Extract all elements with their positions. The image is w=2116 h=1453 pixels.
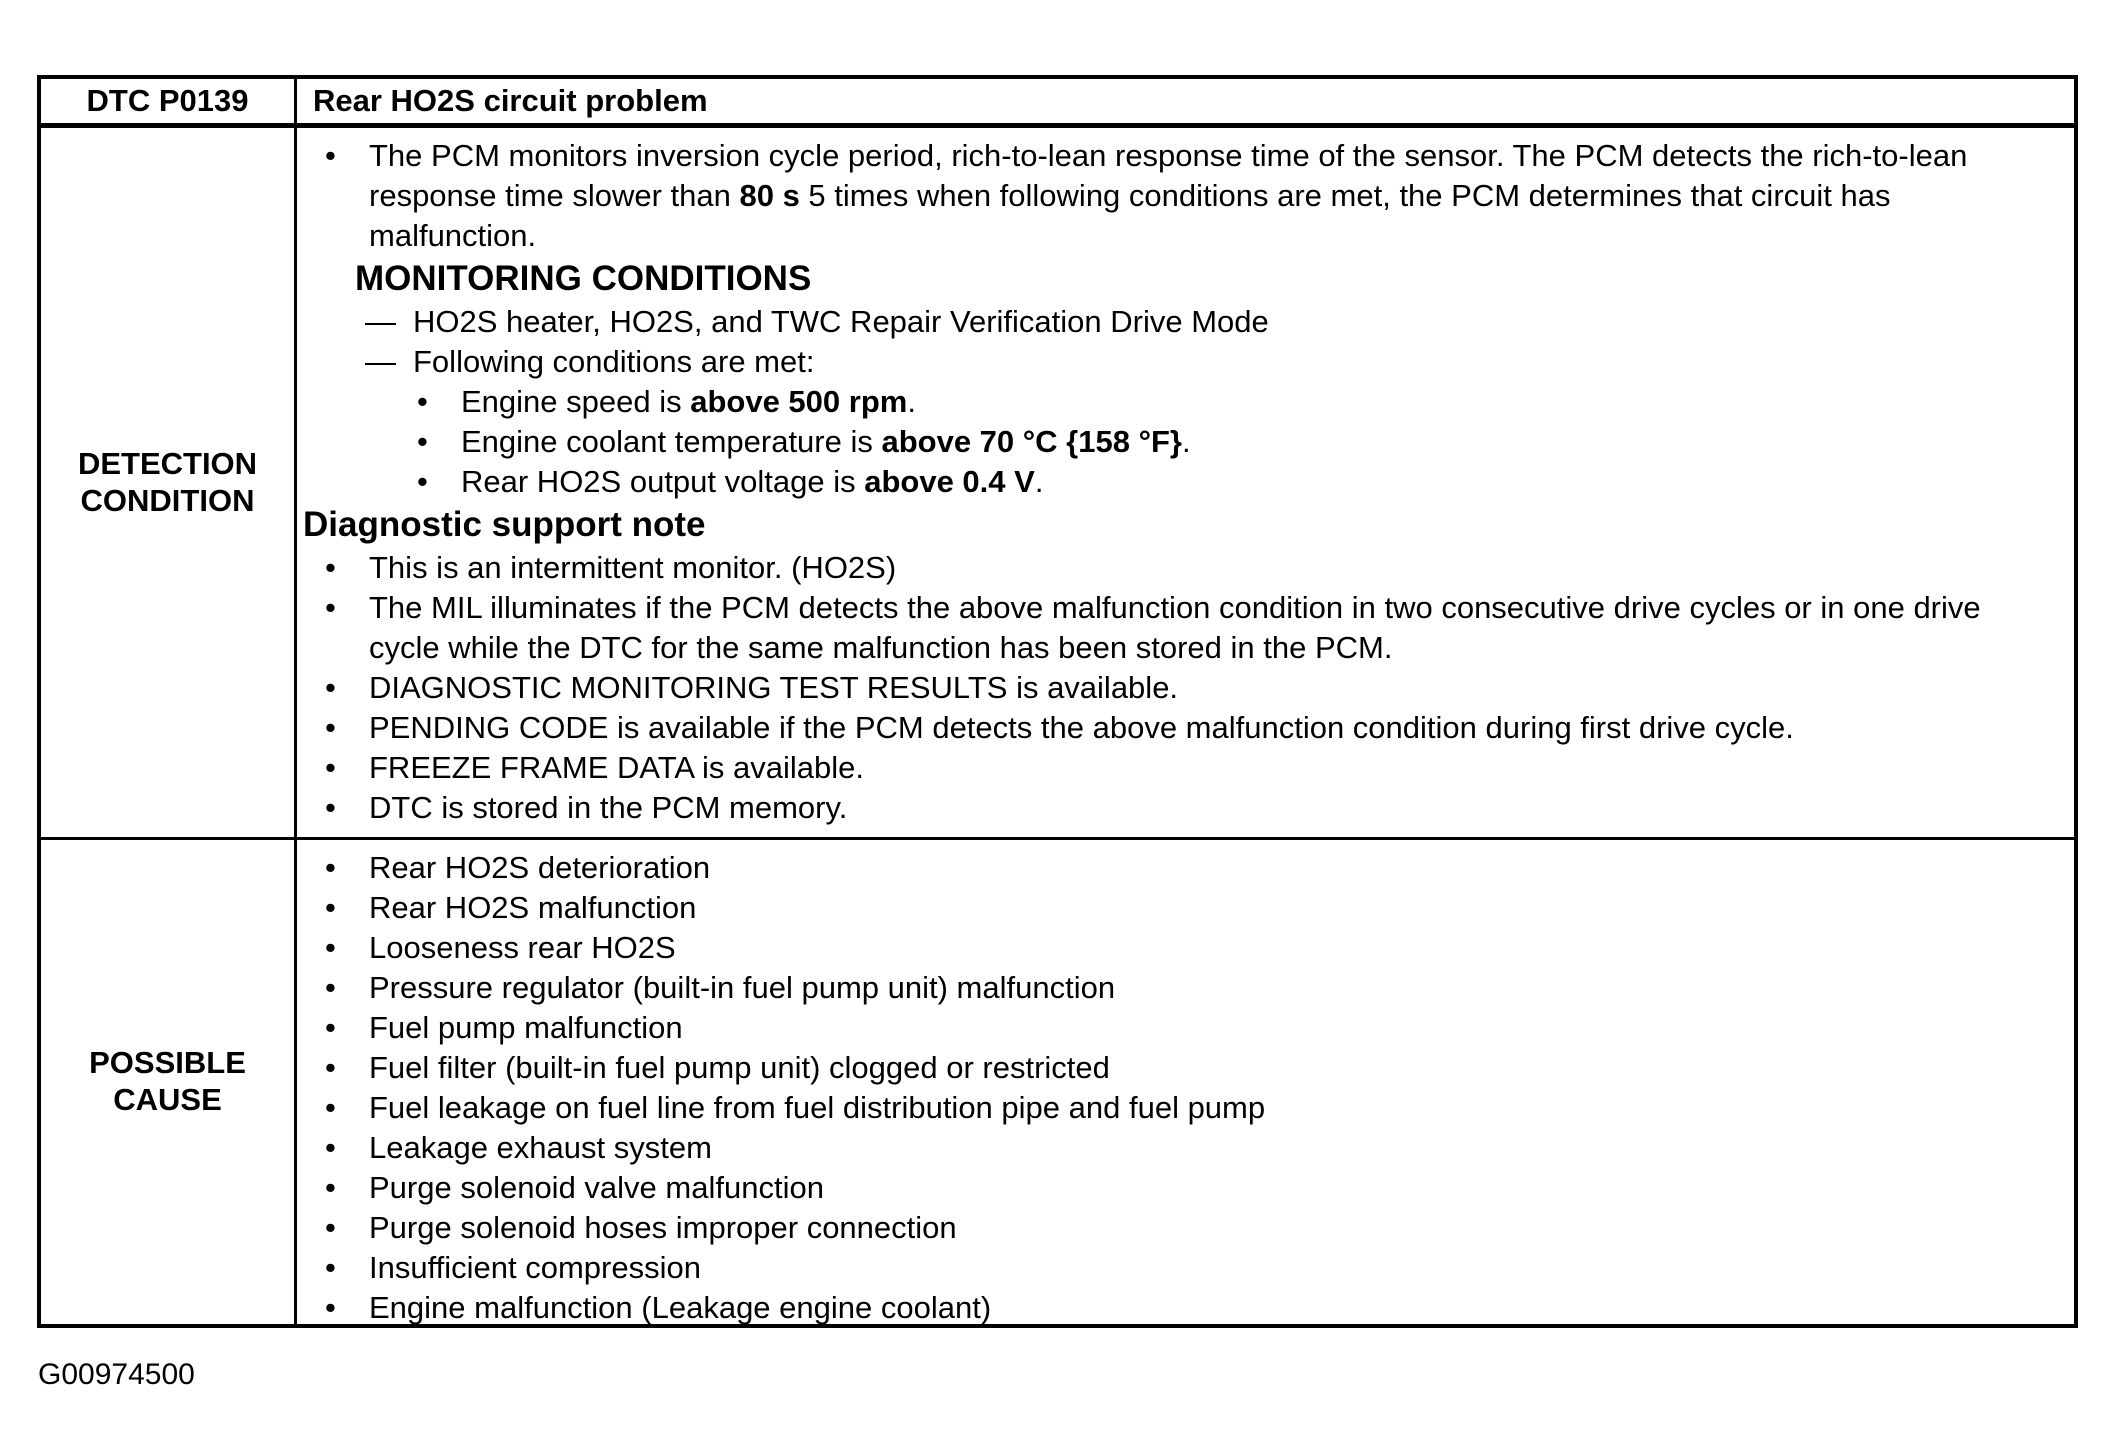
detection-condition-content [297, 128, 2074, 837]
text-run: MONITORING CONDITIONS [355, 259, 812, 298]
bullet-item [301, 788, 2058, 828]
bullet-item [301, 382, 2058, 422]
bullet-item [301, 136, 2058, 256]
item-text [369, 1008, 2019, 1048]
bullet-item [301, 1128, 2058, 1168]
bullet-item [301, 1088, 2058, 1128]
bullet-marker: • [325, 970, 336, 1005]
text-run: Rear HO2S malfunction [369, 890, 697, 925]
possible-cause-label: POSSIBLE CAUSE [41, 840, 297, 1324]
text-run: HO2S heater, HO2S, and TWC Repair Verification Drive Mode [413, 304, 1269, 339]
text-run: This is an intermittent monitor. (HO2S) [369, 550, 897, 585]
item-text [369, 1128, 2019, 1168]
section-heading [301, 256, 2058, 302]
bullet-marker: • [325, 710, 336, 745]
bullet-marker: • [325, 1010, 336, 1045]
bullet-item [301, 1248, 2058, 1288]
dash-item [301, 342, 2058, 382]
bullet-marker: • [417, 384, 428, 419]
bullet-marker: • [325, 1250, 336, 1285]
item-text [369, 1248, 2019, 1288]
text-run: Fuel leakage on fuel line from fuel distribution pipe and fuel pump [369, 1090, 1266, 1125]
item-text [369, 1208, 2019, 1248]
bullet-marker: • [325, 1050, 336, 1085]
bullet-marker: • [325, 750, 336, 785]
bullet-item [301, 928, 2058, 968]
bullet-marker: • [325, 790, 336, 825]
bullet-item [301, 1288, 2058, 1328]
item-text [369, 968, 2019, 1008]
item-text [369, 888, 2019, 928]
bullet-marker: • [325, 1170, 336, 1205]
figure-id-caption: G00974500 [38, 1358, 195, 1391]
bullet-item [301, 1168, 2058, 1208]
dtc-table [37, 75, 2078, 1328]
bullet-marker: • [325, 890, 336, 925]
text-run: . [1034, 464, 1044, 499]
text-run: . [907, 384, 916, 419]
bold-text-run: 80 s [739, 178, 800, 213]
item-text [461, 382, 2058, 422]
bullet-marker: • [417, 424, 428, 459]
dtc-title-cell: Rear HO2S circuit problem [313, 83, 708, 118]
item-text [369, 788, 2019, 828]
bullet-item [301, 1048, 2058, 1088]
bullet-marker: • [417, 464, 428, 499]
text-run: Leakage exhaust system [369, 1130, 712, 1165]
detection-condition-label: DETECTION CONDITION [41, 128, 297, 837]
bold-text-run: above 0.4 V [864, 464, 1035, 499]
detection-condition-row [41, 128, 2074, 840]
bullet-marker: • [325, 1210, 336, 1245]
bullet-marker: • [325, 1090, 336, 1125]
bullet-marker: • [325, 590, 336, 625]
text-run: Fuel pump malfunction [369, 1010, 683, 1045]
bullet-item [301, 888, 2058, 928]
text-run: Diagnostic support note [303, 505, 706, 544]
table-header-row [41, 79, 2074, 128]
text-run: Pressure regulator (built-in fuel pump unit) malfunction [369, 970, 1116, 1005]
item-text [369, 136, 2019, 256]
bullet-item [301, 588, 2058, 668]
bullet-item [301, 968, 2058, 1008]
possible-cause-row [41, 840, 2074, 1324]
text-run: Engine malfunction (Leakage engine coolant) [369, 1290, 992, 1325]
dash-marker: — [365, 344, 396, 379]
text-run: Fuel filter (built-in fuel pump unit) clogged or restricted [369, 1050, 1110, 1085]
text-run: PENDING CODE is available if the PCM detects the above malfunction condition during first drive cycle. [369, 710, 1794, 745]
item-text [413, 302, 2058, 342]
item-text [413, 342, 2058, 382]
text-run: Rear HO2S output voltage is [461, 464, 865, 499]
text-run: Engine speed is [461, 384, 691, 419]
bullet-marker: • [325, 670, 336, 705]
bullet-marker: • [325, 1290, 336, 1325]
text-run: Insufficient compression [369, 1250, 701, 1285]
item-text [369, 1088, 2019, 1128]
item-text [369, 748, 2019, 788]
item-text [369, 708, 2019, 748]
item-text [369, 1048, 2019, 1088]
item-text [461, 422, 2058, 462]
item-text [369, 1288, 2019, 1328]
bullet-item [301, 462, 2058, 502]
text-run: Engine coolant temperature is [461, 424, 882, 459]
bullet-item [301, 422, 2058, 462]
item-text [369, 848, 2019, 888]
text-run: FREEZE FRAME DATA is available. [369, 750, 864, 785]
text-run: DTC is stored in the PCM memory. [369, 790, 848, 825]
text-run: The MIL illuminates if the PCM detects the above malfunction condition in two consecutive drive cycles or in one drive cycle while the DTC for the same malfunction has been stored in the PCM. [369, 590, 1981, 665]
dtc-code-cell: DTC P0139 [41, 79, 297, 123]
dash-item [301, 302, 2058, 342]
bullet-item [301, 708, 2058, 748]
item-text [369, 548, 2019, 588]
item-text [369, 668, 2019, 708]
item-text [369, 588, 2019, 668]
item-text [369, 1168, 2019, 1208]
bullet-item [301, 848, 2058, 888]
possible-cause-content [297, 840, 2074, 1324]
section-heading [301, 502, 2058, 548]
bullet-item [301, 668, 2058, 708]
text-run: Purge solenoid valve malfunction [369, 1170, 824, 1205]
text-run: Following conditions are met: [413, 344, 815, 379]
bullet-marker: • [325, 550, 336, 585]
text-run: The PCM monitors inversion cycle period, rich-to-lean response time of the sensor. The PCM detects the rich-to-lean response time slower than [369, 138, 1968, 213]
bullet-item [301, 1008, 2058, 1048]
text-run: 5 times when following conditions are met, the PCM determines that circuit has malfunction. [369, 178, 1891, 253]
bullet-item [301, 548, 2058, 588]
text-run: DIAGNOSTIC MONITORING TEST RESULTS is available. [369, 670, 1179, 705]
text-run: Rear HO2S deterioration [369, 850, 711, 885]
text-run: Purge solenoid hoses improper connection [369, 1210, 957, 1245]
item-text [369, 928, 2019, 968]
bold-text-run: above 70 °C {158 °F} [881, 424, 1182, 459]
item-text [461, 462, 2058, 502]
bullet-item [301, 748, 2058, 788]
bullet-item [301, 1208, 2058, 1248]
bullet-marker: • [325, 850, 336, 885]
text-run: . [1181, 424, 1191, 459]
text-run: Looseness rear HO2S [369, 930, 676, 965]
bold-text-run: above 500 rpm [690, 384, 908, 419]
bullet-marker: • [325, 138, 336, 173]
bullet-marker: • [325, 930, 336, 965]
dash-marker: — [365, 304, 396, 339]
bullet-marker: • [325, 1130, 336, 1165]
